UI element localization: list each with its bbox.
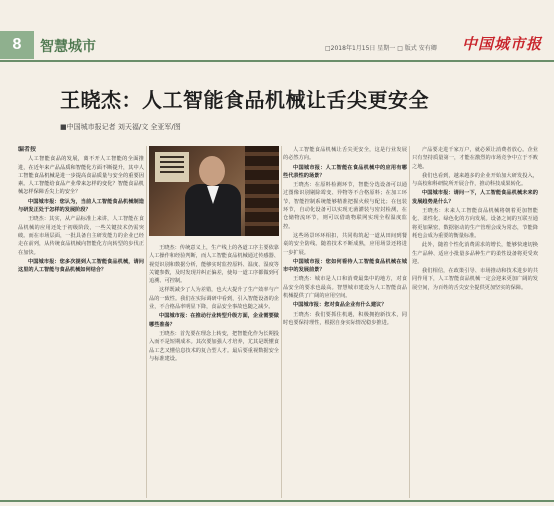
interview-question: 中国城市报：您多次提到人工智能食品机械，请问这里的人工智能与食品机械如何结合？ <box>18 258 144 274</box>
article-title: 王晓杰：人工智能食品机械让舌尖更安全 <box>60 88 429 112</box>
interview-answer: 人工智能食品机械让舌尖更安全，这是行业发展的必然方向。 <box>283 147 407 162</box>
interview-question: 中国城市报：人工智能在食品机械中的应用有哪些代表性的场景？ <box>283 164 407 179</box>
article-column-1 <box>18 146 144 496</box>
interview-answer: 王晓杰：其实，从产品标准上来讲，人工智能在食品机械的应用还处于初级阶段，一些关键技术仍需突破。而在市场层面，一批具备自主研发能力的企业已经走在前列，从传统食品机械向智能化方向转型的步伐正在加快。 <box>18 216 144 256</box>
newspaper-masthead: 中国城市报 <box>462 35 543 53</box>
column-divider <box>409 146 410 498</box>
interview-question: 中国城市报：您对食品企业有什么建议？ <box>293 302 387 309</box>
interview-question: 中国城市报：请问一下，人工智能食品机械未来的发展趋势是什么？ <box>412 190 538 205</box>
article-byline: ■中国城市报记者 刘天福/文 全亚军/图 <box>60 123 181 131</box>
interview-question: 中国城市报：您如何看待人工智能食品机械在城市中的发展前景？ <box>283 258 407 274</box>
header-rule <box>0 60 554 62</box>
article-column-3 <box>283 146 407 496</box>
interview-answer: 我们也看到，越来越多的企业开始加大研发投入，与高校和科研院所开展合作，推动科技成果转化。 <box>412 172 538 188</box>
interview-answer: 王晓杰：在原料检测环节，智能分选设备可以通过图像识别剔除霉变、异物等不合格原料；在加工环节，智能控制系统能够精准把握火候与配比；在包装环节，自动化设备可以实现无菌灌装与密封检测，在仓储物流环节，则可以借助物联网实现全程温度监控。 <box>283 182 407 230</box>
footer-rule <box>0 500 554 502</box>
editor-note-label: 编者按 <box>18 146 37 153</box>
interview-answer: 此外，随着个性化消费需求的增长，能够快速切换生产品种、适应小批量多品种生产的柔性设备将更受欢迎。 <box>412 242 538 265</box>
interview-question: 中国城市报：您认为，当前人工智能食品机械制造与研发正处于怎样的发展阶段？ <box>18 198 144 214</box>
interview-answer: 我们相信，在政策引导、市场推动和技术进步的共同作用下，人工智能食品机械一定会迎来更加广阔的发展空间，为百姓的舌尖安全提供更加坚实的保障。 <box>412 268 538 291</box>
column-divider <box>146 146 147 498</box>
section-title: 智慧城市 <box>40 39 96 55</box>
bookcase <box>245 146 279 236</box>
interview-answer: 这些场景环环相扣，共同构筑起一道从田间到餐桌的安全防线。随着技术不断成熟，应用场景还将进一步扩展。 <box>283 232 407 256</box>
interview-question: 中国城市报：在推动行业转型升级方面，企业需要做哪些准备？ <box>149 313 279 328</box>
interview-answer: 王晓杰：城市是人口和消费最集中的地方，对食品安全的要求也最高。智慧城市建设为人工智能食品机械提供了广阔的应用空间。 <box>283 276 407 300</box>
article-column-4 <box>412 146 538 496</box>
interview-answer: 王晓杰：传统意义上，生产线上的各道工序主要依靠人工操作和经验判断，而人工智能食品机械通过传感器、视觉识别和数据分析，能够实时监控原料、温度、湿度等关键参数，及时发现并纠正偏差，使每一道工序都做到可追溯、可控制。 <box>149 245 279 285</box>
page-number: 8 <box>0 31 34 59</box>
interviewee-photo <box>149 146 279 236</box>
interview-answer: 这样既减少了人为差错，也大大提升了生产效率与产品的一致性。我们在实际调研中看到，引入智能设备的企业，不合格品率明显下降，食品安全事故也随之减少。 <box>149 287 279 311</box>
interview-answer: 王晓杰：我们要抓住机遇，积极拥抱新技术，同时也要保持理性，根据自身实际情况稳步推进。 <box>283 311 407 326</box>
column-divider <box>281 146 282 498</box>
dateline: □2018年1月15日 星期一 □ 版式 安有卿 <box>325 45 437 52</box>
interview-answer: 王晓杰：首先要在理念上转变，把智能化作为长期投入而不是短期成本。其次要加强人才培养，尤其是既懂食品工艺又懂信息技术的复合型人才。最后要重视数据安全与标准建设。 <box>149 330 279 362</box>
interview-answer: 王晓杰：未来人工智能食品机械将朝着更加智能化、柔性化、绿色化的方向发展。设备之间的互联互通将更加紧密，数据驱动的生产管理会成为常态，节能降耗也会成为重要的衡量标准。 <box>412 208 538 239</box>
article-column-2 <box>149 244 279 496</box>
interview-answer: 产品要走进千家万户，就必须让消费者放心。企业只有坚持质量第一，才能在激烈的市场竞争中立于不败之地。 <box>412 147 538 170</box>
editor-note-text: 人工智能食品的发展，离不开人工智能的全面推进，在近年来产品品质和智能化方面不断提升，其中人工智能食品机械是进一步提高食品质量与安全的重要因素。人工智能给食品产业带来怎样的变化？智能食品机械怎样保障舌尖上的安全？ <box>18 156 144 196</box>
